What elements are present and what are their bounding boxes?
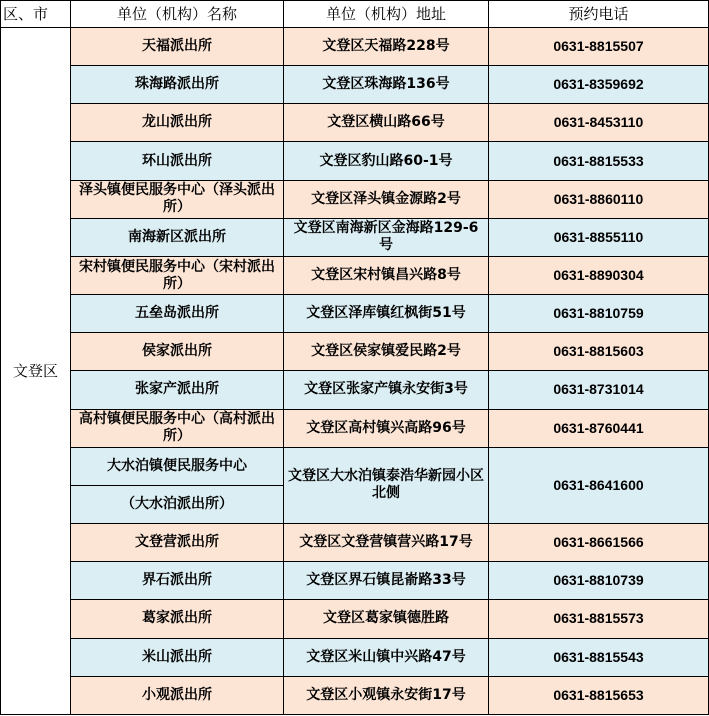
table-row	[1, 295, 709, 333]
station-address: 文登区横山路66号	[284, 104, 489, 142]
station-address: 文登区界石镇昆嵛路33号	[284, 562, 489, 600]
station-name-line1: 大水泊镇便民服务中心	[71, 447, 284, 485]
station-address: 文登区泽头镇金源路2号	[284, 180, 489, 218]
station-name: 侯家派出所	[71, 333, 284, 371]
station-phone: 0631-8815573	[489, 600, 709, 638]
station-name: 高村镇便民服务中心（高村派出所）	[71, 409, 284, 447]
station-phone: 0631-8815653	[489, 676, 709, 714]
table-row	[1, 524, 709, 562]
station-address: 文登区文登营镇营兴路17号	[284, 524, 489, 562]
station-name: 泽头镇便民服务中心（泽头派出所）	[71, 180, 284, 218]
table-row	[1, 638, 709, 676]
station-phone: 0631-8453110	[489, 104, 709, 142]
table-row	[1, 333, 709, 371]
station-name: 张家产派出所	[71, 371, 284, 409]
station-name: 米山派出所	[71, 638, 284, 676]
station-name: 龙山派出所	[71, 104, 284, 142]
station-name: 珠海路派出所	[71, 66, 284, 104]
table-row	[1, 104, 709, 142]
station-name: 文登营派出所	[71, 524, 284, 562]
station-address: 文登区宋村镇昌兴路8号	[284, 256, 489, 294]
station-name: 宋村镇便民服务中心（宋村派出所）	[71, 256, 284, 294]
station-address: 文登区高村镇兴高路96号	[284, 409, 489, 447]
station-phone: 0631-8661566	[489, 524, 709, 562]
table-row	[1, 28, 709, 66]
station-name: 界石派出所	[71, 562, 284, 600]
station-phone: 0631-8860110	[489, 180, 709, 218]
station-phone: 0631-8810759	[489, 295, 709, 333]
header-district: 区、市	[1, 1, 71, 28]
station-address: 文登区泽库镇红枫街51号	[284, 295, 489, 333]
station-address: 文登区豹山路60-1号	[284, 142, 489, 180]
table-row	[1, 256, 709, 294]
table-row	[1, 409, 709, 447]
table-row	[1, 447, 709, 485]
station-phone: 0631-8855110	[489, 218, 709, 256]
station-address: 文登区大水泊镇泰浩华新园小区北侧	[284, 447, 489, 523]
station-phone: 0631-8731014	[489, 371, 709, 409]
header-address: 单位（机构）地址	[284, 1, 489, 28]
station-address: 文登区小观镇永安街17号	[284, 676, 489, 714]
station-address: 文登区葛家镇德胜路	[284, 600, 489, 638]
table-row	[1, 66, 709, 104]
station-address: 文登区天福路228号	[284, 28, 489, 66]
station-name: 葛家派出所	[71, 600, 284, 638]
station-phone: 0631-8810739	[489, 562, 709, 600]
station-address: 文登区珠海路136号	[284, 66, 489, 104]
station-address: 文登区南海新区金海路129-6号	[284, 218, 489, 256]
station-phone: 0631-8815533	[489, 142, 709, 180]
station-name: 南海新区派出所	[71, 218, 284, 256]
station-address: 文登区米山镇中兴路47号	[284, 638, 489, 676]
station-address: 文登区侯家镇爱民路2号	[284, 333, 489, 371]
table-row	[1, 142, 709, 180]
table-row	[1, 562, 709, 600]
station-name-line2: （大水泊派出所）	[71, 485, 284, 523]
table-row	[1, 600, 709, 638]
station-name: 五垒岛派出所	[71, 295, 284, 333]
table-row	[1, 676, 709, 714]
station-phone: 0631-8359692	[489, 66, 709, 104]
table-row	[1, 371, 709, 409]
district-cell: 文登区	[1, 28, 71, 715]
station-name: 天福派出所	[71, 28, 284, 66]
station-phone: 0631-8890304	[489, 256, 709, 294]
station-name: 环山派出所	[71, 142, 284, 180]
table-row	[1, 180, 709, 218]
station-address: 文登区张家产镇永安街3号	[284, 371, 489, 409]
header-phone: 预约电话	[489, 1, 709, 28]
header-row	[1, 1, 709, 28]
station-phone: 0631-8815507	[489, 28, 709, 66]
station-phone: 0631-8815543	[489, 638, 709, 676]
station-phone: 0631-8815603	[489, 333, 709, 371]
station-name: 小观派出所	[71, 676, 284, 714]
station-phone: 0631-8641600	[489, 447, 709, 523]
header-name: 单位（机构）名称	[71, 1, 284, 28]
table-row	[1, 218, 709, 256]
station-phone: 0631-8760441	[489, 409, 709, 447]
